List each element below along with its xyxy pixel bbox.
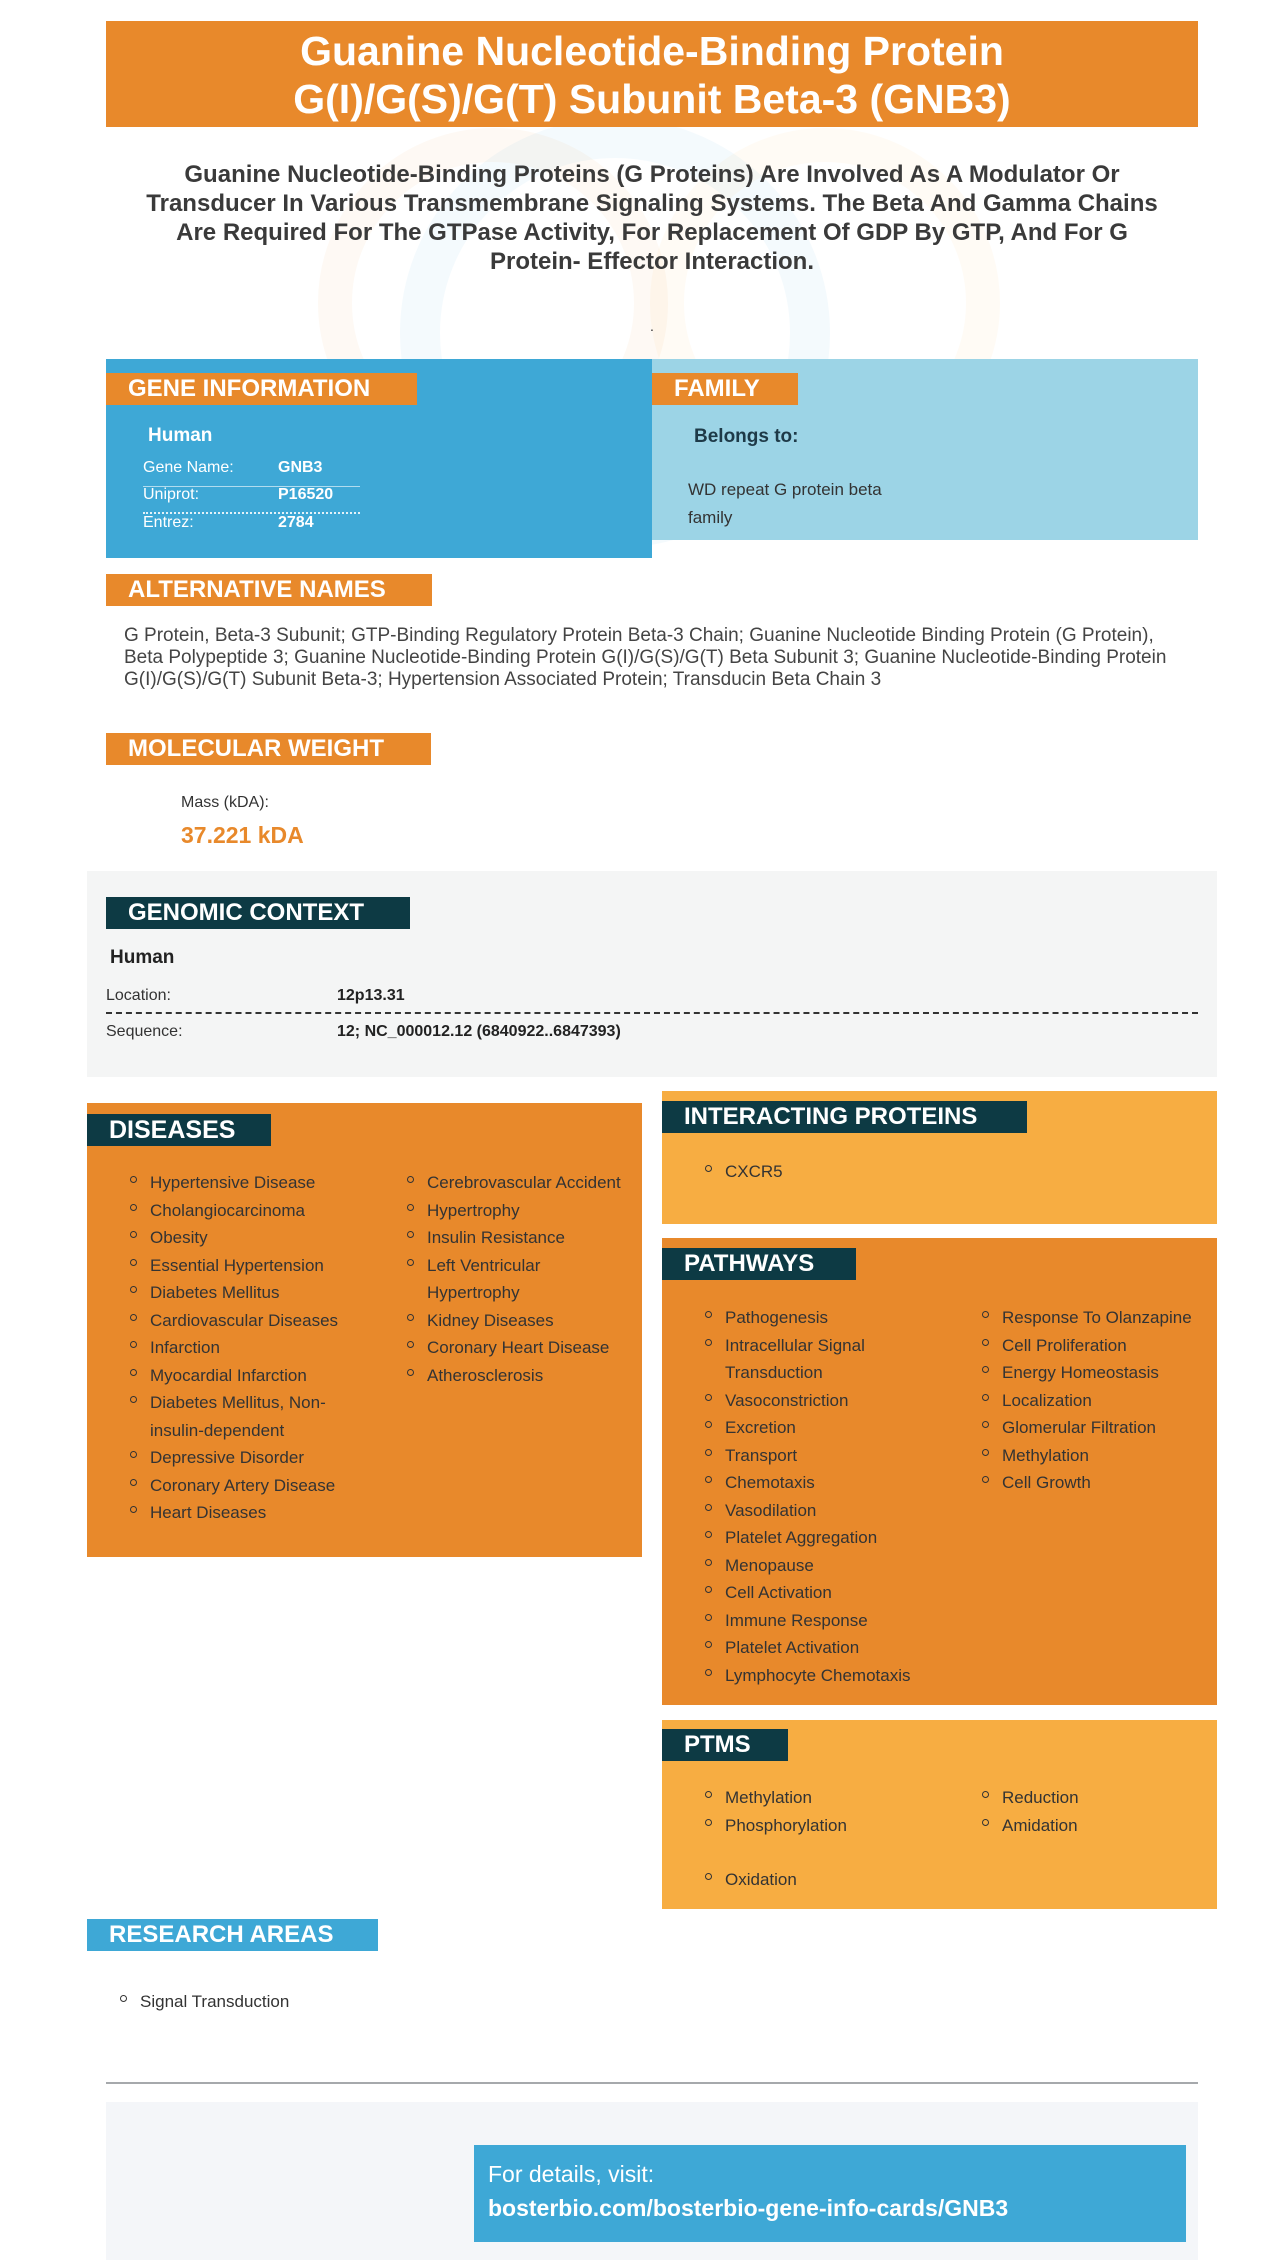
ptm-item: Methylation <box>703 1784 943 1812</box>
disease-item: Atherosclerosis <box>405 1362 630 1390</box>
pathway-item: Platelet Activation <box>703 1634 943 1662</box>
genomic-context-heading: GENOMIC CONTEXT <box>106 897 410 929</box>
pathway-item: Platelet Aggregation <box>703 1524 943 1552</box>
pathway-item: Menopause <box>703 1552 943 1580</box>
sequence-value: 12; NC_000012.12 (6840922..6847393) <box>337 1023 621 1040</box>
pathway-item: Vasodilation <box>703 1497 943 1525</box>
family-belongs-label: Belongs to: <box>694 426 799 447</box>
ptm-item: Phosphorylation <box>703 1812 943 1840</box>
family-name <box>688 476 882 532</box>
research-areas-heading: RESEARCH AREAS <box>87 1919 378 1951</box>
family-heading: FAMILY <box>652 373 798 405</box>
ptms-list-extra <box>703 1866 943 1894</box>
disease-item: Left Ventricular Hypertrophy <box>405 1252 630 1307</box>
mass-value: 37.221 kDA <box>181 822 304 848</box>
location-row <box>106 984 1198 1014</box>
gene-name-label: Gene Name: <box>143 459 234 476</box>
interacting-proteins-list <box>703 1158 1103 1186</box>
gene-name-value: GNB3 <box>278 459 323 476</box>
pathway-item: Cell Growth <box>980 1469 1210 1497</box>
details-link[interactable]: bosterbio.com/bosterbio-gene-info-cards/GNB3 <box>488 2195 1009 2221</box>
uniprot-row <box>143 486 360 514</box>
ptm-item: Amidation <box>980 1812 1210 1840</box>
disease-item: Infarction <box>128 1334 353 1362</box>
alternative-names-text: G Protein, Beta-3 Subunit; GTP-Binding Regulatory Protein Beta-3 Chain; Guanine Nucleotide Binding Protein (G Protein), Beta Polypeptide 3; Guanine Nucleotide-Binding Protein G(I)/G(S)/G(T) Beta Subunit 3; Guanine Nucleotide-Binding Protein G(I)/G(S)/G(T) Subunit Beta-3; Hypertension Associated Protein; Transducin Beta Chain 3 <box>124 625 1167 690</box>
disease-item: Essential Hypertension <box>128 1252 353 1280</box>
ptm-item: Oxidation <box>703 1866 943 1894</box>
pathway-item: Response To Olanzapine <box>980 1304 1210 1332</box>
pathway-item: Pathogenesis <box>703 1304 943 1332</box>
diseases-list-col2 <box>405 1169 630 1389</box>
disease-item: Kidney Diseases <box>405 1307 630 1335</box>
research-area-item: Signal Transduction <box>118 1988 518 2016</box>
pathway-item: Energy Homeostasis <box>980 1359 1210 1387</box>
alternative-names-heading: ALTERNATIVE NAMES <box>106 574 432 606</box>
disease-item: Cholangiocarcinoma <box>128 1197 353 1225</box>
mass-label: Mass (kDA): <box>181 794 269 811</box>
disease-item: Obesity <box>128 1224 353 1252</box>
diseases-heading: DISEASES <box>87 1114 271 1146</box>
uniprot-label: Uniprot: <box>143 486 200 503</box>
diseases-list-col1 <box>128 1169 353 1527</box>
disease-item: Heart Diseases <box>128 1499 353 1527</box>
pathway-item: Immune Response <box>703 1607 943 1635</box>
disease-item: Diabetes Mellitus, Non-insulin-dependent <box>128 1389 353 1444</box>
sequence-label: Sequence: <box>106 1023 183 1040</box>
pathway-item: Excretion <box>703 1414 943 1442</box>
entrez-row <box>143 514 360 542</box>
page-title <box>106 21 1198 127</box>
protein-summary: Guanine Nucleotide-Binding Proteins (G Proteins) Are Involved As A Modulator Or Transducer In Various Transmembrane Signaling Systems. The Beta And Gamma Chains Are Required For The GTPase Activity, For Replacement Of GDP By GTP, And For G Protein- Effector Interaction. <box>146 161 1158 275</box>
title-line-1: Guanine Nucleotide-Binding Protein <box>300 28 1004 74</box>
pathway-item: Cell Activation <box>703 1579 943 1607</box>
pathway-item: Methylation <box>980 1442 1210 1470</box>
sequence-row <box>106 1020 1198 1048</box>
pathway-item: Glomerular Filtration <box>980 1414 1210 1442</box>
molecular-weight-heading: MOLECULAR WEIGHT <box>106 733 431 765</box>
pathway-item: Intracellular Signal Transduction <box>703 1332 943 1387</box>
title-line-2: G(I)/G(S)/G(T) Subunit Beta-3 (GNB3) <box>293 76 1011 122</box>
pathway-item: Vasoconstriction <box>703 1387 943 1415</box>
disease-item: Coronary Artery Disease <box>128 1472 353 1500</box>
research-areas-list <box>118 1988 518 2016</box>
location-label: Location: <box>106 987 171 1004</box>
pathways-list-col1 <box>703 1304 943 1689</box>
footer-divider <box>106 2082 1198 2084</box>
pathways-list-col2 <box>980 1304 1210 1497</box>
genomic-species: Human <box>110 947 175 968</box>
gene-name-row <box>143 459 360 487</box>
ptms-list-col1 <box>703 1784 943 1839</box>
disease-item: Hypertrophy <box>405 1197 630 1225</box>
location-value: 12p13.31 <box>337 987 405 1004</box>
uniprot-value[interactable]: P16520 <box>278 486 334 503</box>
gene-information-heading: GENE INFORMATION <box>106 373 417 405</box>
separator-dot: . <box>650 318 654 334</box>
disease-item: Cardiovascular Diseases <box>128 1307 353 1335</box>
disease-item: Depressive Disorder <box>128 1444 353 1472</box>
gene-species: Human <box>148 425 213 446</box>
disease-item: Coronary Heart Disease <box>405 1334 630 1362</box>
disease-item: Hypertensive Disease <box>128 1169 353 1197</box>
disease-item: Insulin Resistance <box>405 1224 630 1252</box>
pathways-heading: PATHWAYS <box>662 1248 856 1280</box>
entrez-value[interactable]: 2784 <box>278 514 314 531</box>
entrez-label: Entrez: <box>143 514 194 531</box>
details-box <box>474 2145 1186 2242</box>
pathway-item: Localization <box>980 1387 1210 1415</box>
disease-item: Diabetes Mellitus <box>128 1279 353 1307</box>
ptms-heading: PTMS <box>662 1729 788 1761</box>
pathway-item: Cell Proliferation <box>980 1332 1210 1360</box>
ptms-list-col2 <box>980 1784 1210 1839</box>
interacting-protein-item: CXCR5 <box>703 1158 1103 1186</box>
disease-item: Cerebrovascular Accident <box>405 1169 630 1197</box>
details-label: For details, visit: <box>488 2161 655 2187</box>
pathway-item: Lymphocyte Chemotaxis <box>703 1662 943 1690</box>
ptm-item: Reduction <box>980 1784 1210 1812</box>
pathway-item: Transport <box>703 1442 943 1470</box>
pathway-item: Chemotaxis <box>703 1469 943 1497</box>
family-name-line-2: family <box>688 508 733 527</box>
disease-item: Myocardial Infarction <box>128 1362 353 1390</box>
interacting-proteins-heading: INTERACTING PROTEINS <box>662 1101 1027 1133</box>
family-name-line-1: WD repeat G protein beta <box>688 480 882 499</box>
